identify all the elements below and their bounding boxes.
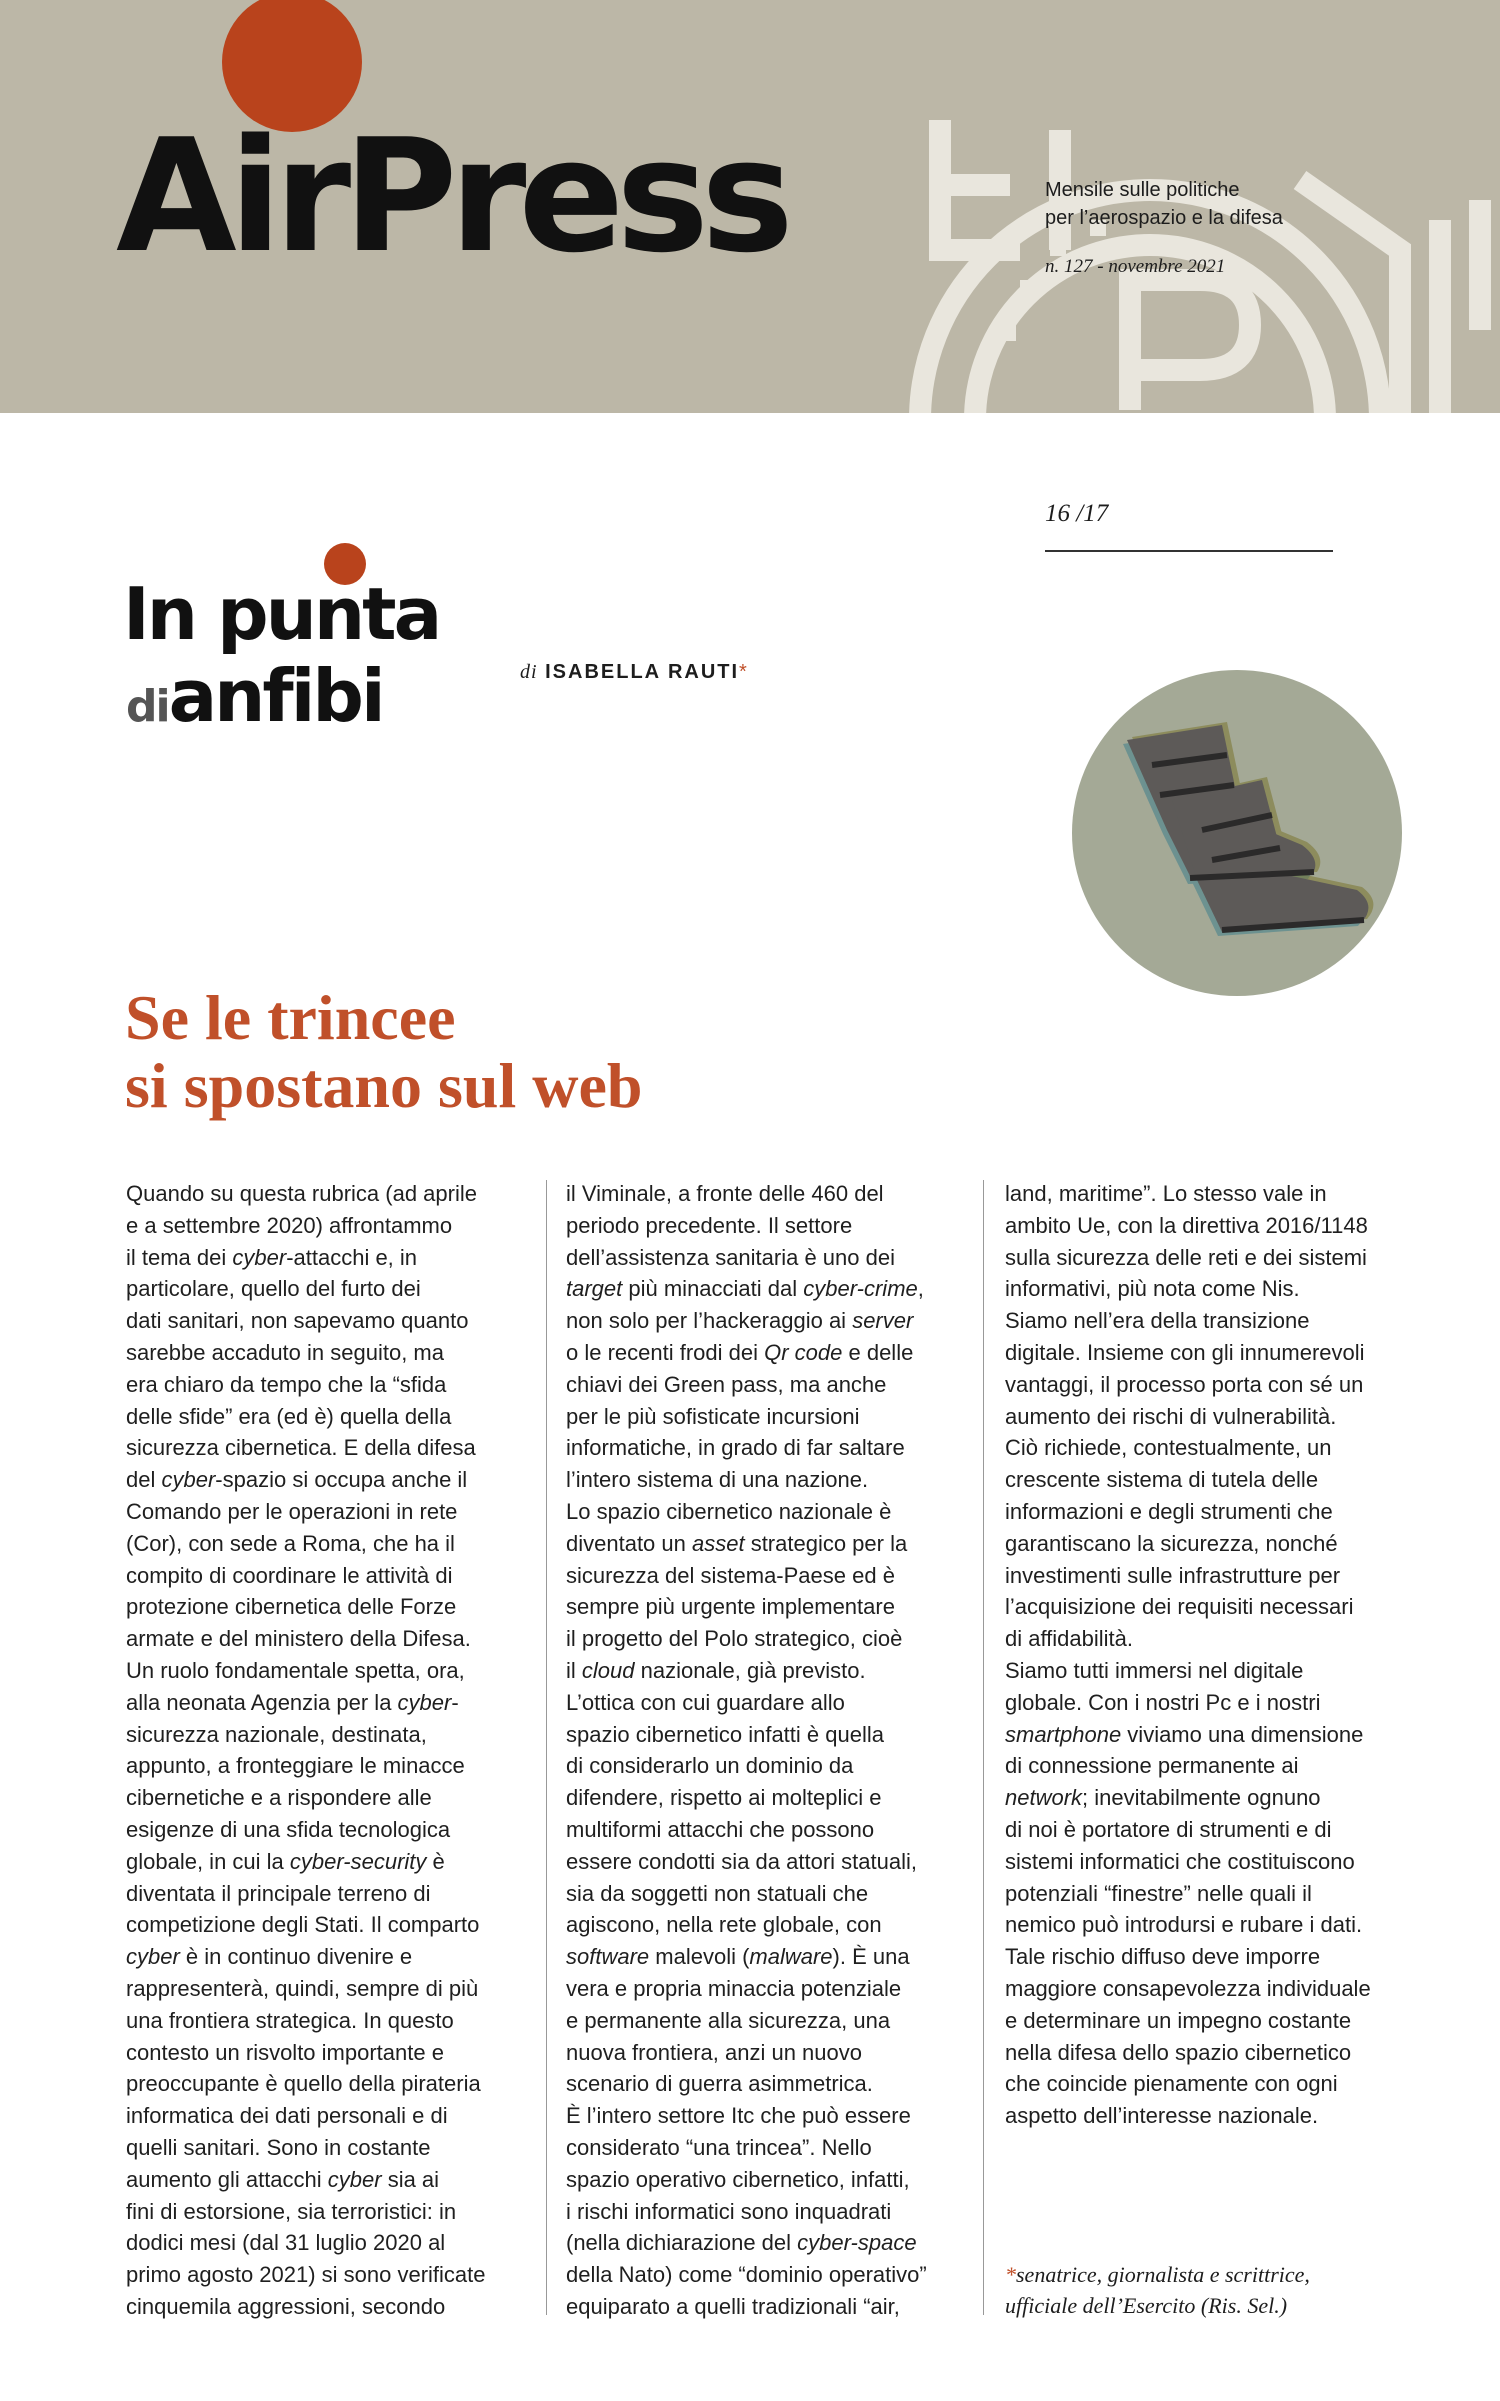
- article-line: periodo precedente. Il settore: [566, 1212, 853, 1238]
- article-line: aumento gli attacchi cyber sia ai: [126, 2166, 440, 2192]
- article-line: il Viminale, a fronte delle 460 del: [566, 1181, 884, 1206]
- article-line: informazioni e degli strumenti che: [1005, 1498, 1333, 1524]
- article-line: globale, in cui la cyber-security è: [126, 1848, 445, 1874]
- article-line: garantiscano la sicurezza, nonché: [1005, 1530, 1338, 1556]
- author-name: ISABELLA RAUTI: [545, 661, 740, 683]
- article-line: difendere, rispetto ai molteplici e: [566, 1785, 882, 1811]
- article-line: dati sanitari, non sapevamo quanto: [126, 1308, 469, 1334]
- footnote-line-1: senatrice, giornalista e scrittrice,: [1016, 2262, 1310, 2287]
- article-line: essere condotti sia da attori statuali,: [566, 1848, 917, 1874]
- article-line: cibernetiche e a rispondere alle: [126, 1785, 432, 1811]
- article-line: informatiche, in grado di far saltare: [566, 1435, 905, 1461]
- rubric-anfibi: anfibi: [168, 654, 383, 738]
- article-line: delle sfide” era (ed è) quella della: [126, 1403, 452, 1429]
- article-line: crescente sistema di tutela delle: [1005, 1467, 1319, 1493]
- article-line: il cloud nazionale, già previsto.: [566, 1657, 866, 1683]
- article-line: (Cor), con sede a Roma, che ha il: [126, 1530, 455, 1556]
- article-line: multiformi attacchi che possono: [566, 1816, 875, 1842]
- article-line: Lo spazio cibernetico nazionale è: [566, 1498, 892, 1524]
- article-line: considerato “una trincea”. Nello: [566, 2134, 872, 2160]
- boots-illustration: [1072, 670, 1402, 996]
- article-line: diventato un asset strategico per la: [566, 1530, 908, 1556]
- article-headline: [125, 984, 643, 1120]
- rubric-di: di: [126, 681, 169, 732]
- tagline-line-2: per l’aerospazio e la difesa: [1045, 207, 1283, 229]
- article-line: sarebbe accaduto in seguito, ma: [126, 1339, 444, 1365]
- article-column-1: [126, 1178, 521, 2323]
- article-line: per le più sofisticate incursioni: [566, 1403, 860, 1429]
- masthead: [0, 0, 1500, 413]
- article-line: sicurezza nazionale, destinata,: [126, 1721, 427, 1747]
- article-line: era chiaro da tempo che la “sfida: [126, 1371, 447, 1397]
- article-line: il progetto del Polo strategico, cioè: [566, 1626, 903, 1652]
- article-line: È l’intero settore Itc che può essere: [566, 2103, 911, 2129]
- article-line: rappresenterà, quindi, sempre di più: [126, 1975, 479, 2001]
- article-line: spazio cibernetico infatti è quella: [566, 1721, 884, 1747]
- article-line: e determinare un impegno costante: [1005, 2007, 1352, 2033]
- article-line: nemico può introdursi e rubare i dati.: [1005, 1912, 1363, 1938]
- article-line: contesto un risvolto importante e: [126, 2039, 444, 2065]
- article-line: sulla sicurezza delle reti e dei sistemi: [1005, 1244, 1367, 1270]
- article-line: Siamo tutti immersi nel digitale: [1005, 1657, 1304, 1683]
- article-line: i rischi informatici sono inquadrati: [566, 2198, 892, 2224]
- article-line: equiparato a quelli tradizionali “air,: [566, 2293, 900, 2319]
- byline: [520, 661, 749, 684]
- article-line: investimenti sulle infrastrutture per: [1005, 1562, 1341, 1588]
- article-line: digitale. Insieme con gli innumerevoli: [1005, 1339, 1365, 1365]
- article-line: spazio operativo cibernetico, infatti,: [566, 2166, 910, 2192]
- rubric-title-line-2: [126, 654, 383, 738]
- rubric-title-line-1: In punta: [123, 572, 440, 656]
- article-line: sia da soggetti non statuali che: [566, 1880, 869, 1906]
- tagline-line-1: Mensile sulle politiche: [1045, 179, 1240, 201]
- article-line: compito di coordinare le attività di: [126, 1562, 453, 1588]
- combat-boots-icon: [1072, 670, 1402, 996]
- article-line: informativi, più nota come Nis.: [1005, 1276, 1300, 1302]
- page-numbers: 16 /17: [1045, 500, 1109, 527]
- article-line: maggiore consapevolezza individuale: [1005, 1975, 1371, 2001]
- article-line: cinquemila aggressioni, secondo: [126, 2293, 446, 2319]
- article-line: cyber è in continuo divenire e: [126, 1944, 413, 1970]
- article-line: di affidabilità.: [1005, 1626, 1134, 1652]
- article-line: vantaggi, il processo porta con sé un: [1005, 1371, 1364, 1397]
- article-line: network; inevitabilmente ognuno: [1005, 1785, 1321, 1811]
- author-footnote: [1005, 2259, 1385, 2321]
- article-line: aspetto dell’interesse nazionale.: [1005, 2103, 1319, 2129]
- article-line: globale. Con i nostri Pc e i nostri: [1005, 1689, 1321, 1715]
- article-line: alla neonata Agenzia per la cyber-: [126, 1689, 459, 1715]
- article-line: informatica dei dati personali e di: [126, 2103, 448, 2129]
- article-line: sicurezza cibernetica. E della difesa: [126, 1435, 476, 1461]
- article-line: Comando per le operazioni in rete: [126, 1498, 458, 1524]
- article-line: dell’assistenza sanitaria è uno dei: [566, 1244, 895, 1270]
- article-line: quelli sanitari. Sono in costante: [126, 2134, 431, 2160]
- article-line: armate e del ministero della Difesa.: [126, 1626, 471, 1652]
- column-divider: [546, 1180, 547, 2315]
- article-line: sistemi informatici che costituiscono: [1005, 1848, 1355, 1874]
- article-line: Tale rischio diffuso deve imporre: [1005, 1944, 1321, 1970]
- article-line: e permanente alla sicurezza, una: [566, 2007, 891, 2033]
- article-line: dodici mesi (dal 31 luglio 2020 al: [126, 2230, 446, 2256]
- article-line: sicurezza del sistema-Paese ed è: [566, 1562, 895, 1588]
- article-line: sempre più urgente implementare: [566, 1594, 895, 1620]
- article-line: una frontiera strategica. In questo: [126, 2007, 454, 2033]
- article-line: nella difesa dello spazio cibernetico: [1005, 2039, 1352, 2065]
- article-line: L’ottica con cui guardare allo: [566, 1689, 845, 1715]
- article-line: fini di estorsione, sia terroristici: in: [126, 2198, 457, 2224]
- article-line: diventata il principale terreno di: [126, 1880, 431, 1906]
- headline-line-1: Se le trincee: [125, 982, 456, 1053]
- article-line: protezione cibernetica delle Forze: [126, 1594, 457, 1620]
- article-line: di noi è portatore di strumenti e di: [1005, 1816, 1332, 1842]
- article-line: agiscono, nella rete globale, con: [566, 1912, 882, 1938]
- footnote-line-2: ufficiale dell’Esercito (Ris. Sel.): [1005, 2293, 1288, 2318]
- article-column-3: [1005, 1178, 1400, 2132]
- article-line: scenario di guerra asimmetrica.: [566, 2071, 873, 2097]
- article-line: competizione degli Stati. Il comparto: [126, 1912, 480, 1938]
- article-line: l’acquisizione dei requisiti necessari: [1005, 1594, 1354, 1620]
- article-line: Ciò richiede, contestualmente, un: [1005, 1435, 1332, 1461]
- article-line: particolare, quello del furto dei: [126, 1276, 421, 1302]
- article-line: aumento dei rischi di vulnerabilità.: [1005, 1403, 1337, 1429]
- article-line: target più minacciati dal cyber-crime,: [566, 1276, 924, 1302]
- article-line: appunto, a fronteggiare le minacce: [126, 1753, 465, 1779]
- article-line: land, maritime”. Lo stesso vale in: [1005, 1181, 1327, 1206]
- article-line: nuova frontiera, anzi un nuovo: [566, 2039, 862, 2065]
- article-line: potenziali “finestre” nelle quali il: [1005, 1880, 1312, 1906]
- article-line: non solo per l’hackeraggio ai server: [566, 1308, 914, 1334]
- author-marker: *: [739, 661, 749, 683]
- footnote-marker: *: [1005, 2262, 1016, 2287]
- article-line: software malevoli (malware). È una: [566, 1944, 910, 1970]
- article-line: il tema dei cyber-attacchi e, in: [126, 1244, 418, 1270]
- article-line: di considerarlo un dominio da: [566, 1753, 854, 1779]
- byline-prefix: di: [520, 661, 538, 683]
- article-line: smartphone viviamo una dimensione: [1005, 1721, 1364, 1747]
- airpress-logo[interactable]: AirPress: [116, 105, 786, 287]
- article-line: Un ruolo fondamentale spetta, ora,: [126, 1657, 465, 1683]
- article-line: chiavi dei Green pass, ma anche: [566, 1371, 887, 1397]
- article-line: Quando su questa rubrica (ad aprile: [126, 1181, 477, 1206]
- article-line: preoccupante è quello della pirateria: [126, 2071, 481, 2097]
- article-line: l’intero sistema di una nazione.: [566, 1467, 869, 1493]
- article-line: del cyber-spazio si occupa anche il: [126, 1467, 468, 1493]
- article-line: vera e propria minaccia potenziale: [566, 1975, 902, 2001]
- article-line: della Nato) come “dominio operativo”: [566, 2262, 927, 2288]
- article-line: o le recenti frodi dei Qr code e delle: [566, 1339, 914, 1365]
- article-line: ambito Ue, con la direttiva 2016/1148: [1005, 1212, 1368, 1238]
- column-divider: [983, 1180, 984, 2315]
- article-line: esigenze di una sfida tecnologica: [126, 1816, 451, 1842]
- article-column-2: [566, 1178, 961, 2323]
- issue-number: n. 127 - novembre 2021: [1045, 256, 1226, 277]
- article-line: di connessione permanente ai: [1005, 1753, 1299, 1779]
- article-line: Siamo nell’era della transizione: [1005, 1308, 1310, 1334]
- article-line: primo agosto 2021) si sono verificate: [126, 2262, 486, 2288]
- masthead-tagline: [1045, 176, 1305, 232]
- article-line: (nella dichiarazione del cyber-space: [566, 2230, 917, 2256]
- page-number-rule: [1045, 550, 1333, 552]
- article-line: che coincide pienamente con ogni: [1005, 2071, 1338, 2097]
- headline-line-2: si spostano sul web: [125, 1050, 643, 1121]
- article-line: e a settembre 2020) affrontammo: [126, 1212, 453, 1238]
